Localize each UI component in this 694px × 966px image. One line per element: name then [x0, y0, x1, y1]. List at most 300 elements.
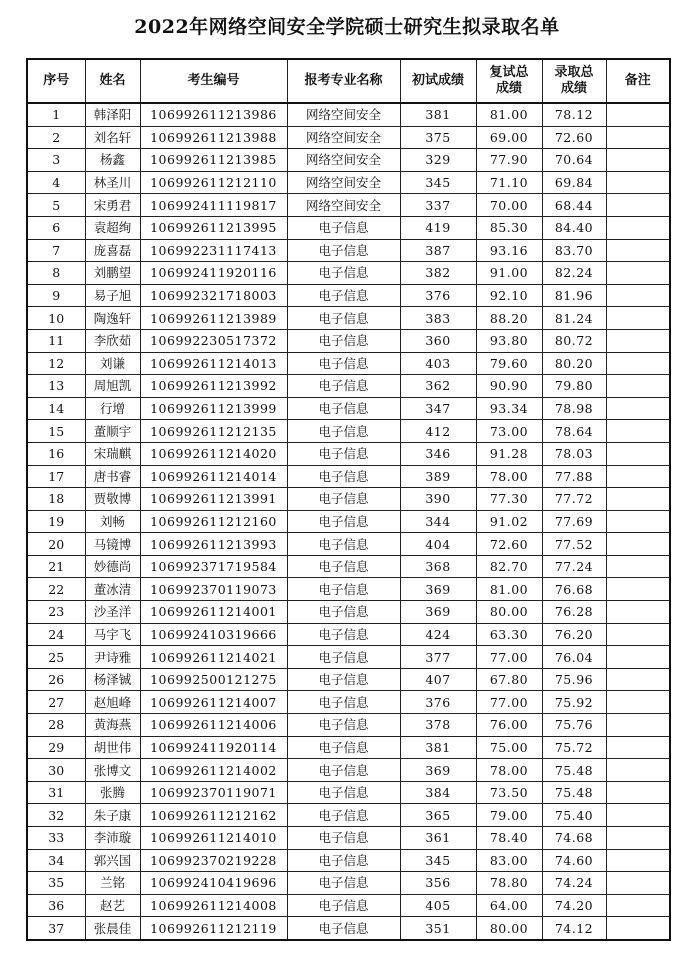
cell-exam-id: 106992230517372 — [140, 329, 287, 352]
cell-exam-id: 106992611214013 — [140, 352, 287, 375]
cell-exam-id: 106992321718003 — [140, 284, 287, 307]
cell-retest-score: 93.16 — [476, 239, 542, 262]
cell-seq: 13 — [27, 375, 85, 398]
cell-remark — [606, 397, 670, 420]
cell-major: 电子信息 — [287, 691, 400, 714]
cell-name: 沙圣洋 — [85, 601, 140, 624]
cell-remark — [606, 623, 670, 646]
table-row — [27, 352, 670, 375]
cell-retest-score: 81.00 — [476, 578, 542, 601]
cell-seq: 24 — [27, 623, 85, 646]
cell-admit-score: 79.80 — [542, 375, 606, 398]
header-retest-line2: 成绩 — [495, 81, 522, 96]
cell-major: 电子信息 — [287, 375, 400, 398]
table-row — [27, 442, 670, 465]
cell-seq: 21 — [27, 555, 85, 578]
cell-retest-score: 72.60 — [476, 533, 542, 556]
cell-seq: 6 — [27, 216, 85, 239]
cell-exam-id: 106992611214010 — [140, 827, 287, 850]
cell-remark — [606, 465, 670, 488]
cell-retest-score: 71.10 — [476, 171, 542, 194]
cell-major: 网络空间安全 — [287, 194, 400, 217]
cell-admit-score: 75.48 — [542, 759, 606, 782]
cell-exam-id: 106992611213995 — [140, 216, 287, 239]
cell-retest-score: 79.00 — [476, 804, 542, 827]
cell-admit-score: 68.44 — [542, 194, 606, 217]
cell-name: 张晨佳 — [85, 917, 140, 940]
cell-admit-score: 75.92 — [542, 691, 606, 714]
cell-remark — [606, 691, 670, 714]
table-row — [27, 917, 670, 940]
cell-initial-score: 381 — [400, 736, 476, 759]
table-row — [27, 691, 670, 714]
table-row — [27, 103, 670, 126]
cell-seq: 26 — [27, 668, 85, 691]
cell-remark — [606, 149, 670, 172]
table-row — [27, 894, 670, 917]
cell-initial-score: 390 — [400, 488, 476, 511]
cell-name: 刘谦 — [85, 352, 140, 375]
cell-initial-score: 376 — [400, 691, 476, 714]
cell-initial-score: 369 — [400, 601, 476, 624]
cell-name: 妙德尚 — [85, 555, 140, 578]
table-row — [27, 849, 670, 872]
cell-exam-id: 106992611212162 — [140, 804, 287, 827]
cell-remark — [606, 488, 670, 511]
cell-admit-score: 76.04 — [542, 646, 606, 669]
cell-remark — [606, 103, 670, 126]
cell-remark — [606, 872, 670, 895]
cell-name: 董冰清 — [85, 578, 140, 601]
cell-major: 电子信息 — [287, 397, 400, 420]
cell-major: 电子信息 — [287, 872, 400, 895]
cell-exam-id: 106992411920114 — [140, 736, 287, 759]
cell-major: 电子信息 — [287, 329, 400, 352]
cell-major: 电子信息 — [287, 736, 400, 759]
header-seq: 序号 — [27, 59, 85, 103]
cell-initial-score: 412 — [400, 420, 476, 443]
cell-admit-score: 76.68 — [542, 578, 606, 601]
cell-remark — [606, 714, 670, 737]
cell-remark — [606, 555, 670, 578]
cell-retest-score: 78.00 — [476, 465, 542, 488]
cell-admit-score: 74.24 — [542, 872, 606, 895]
cell-initial-score: 382 — [400, 262, 476, 285]
cell-retest-score: 79.60 — [476, 352, 542, 375]
cell-name: 李欣茹 — [85, 329, 140, 352]
cell-major: 电子信息 — [287, 781, 400, 804]
cell-name: 庞喜磊 — [85, 239, 140, 262]
cell-admit-score: 80.20 — [542, 352, 606, 375]
cell-retest-score: 63.30 — [476, 623, 542, 646]
cell-seq: 30 — [27, 759, 85, 782]
cell-admit-score: 78.98 — [542, 397, 606, 420]
cell-retest-score: 82.70 — [476, 555, 542, 578]
cell-major: 网络空间安全 — [287, 103, 400, 126]
cell-seq: 33 — [27, 827, 85, 850]
table-row — [27, 827, 670, 850]
cell-remark — [606, 126, 670, 149]
cell-admit-score: 78.03 — [542, 442, 606, 465]
cell-seq: 10 — [27, 307, 85, 330]
cell-initial-score: 365 — [400, 804, 476, 827]
table-row — [27, 375, 670, 398]
cell-initial-score: 344 — [400, 510, 476, 533]
table-row — [27, 239, 670, 262]
cell-retest-score: 78.40 — [476, 827, 542, 850]
table-row — [27, 488, 670, 511]
table-row — [27, 872, 670, 895]
cell-exam-id: 106992371719584 — [140, 555, 287, 578]
table-row — [27, 601, 670, 624]
cell-exam-id: 106992611212135 — [140, 420, 287, 443]
cell-seq: 8 — [27, 262, 85, 285]
cell-major: 电子信息 — [287, 827, 400, 850]
cell-admit-score: 80.72 — [542, 329, 606, 352]
cell-major: 网络空间安全 — [287, 149, 400, 172]
table-row — [27, 126, 670, 149]
cell-retest-score: 90.90 — [476, 375, 542, 398]
cell-initial-score: 360 — [400, 329, 476, 352]
cell-exam-id: 106992611214014 — [140, 465, 287, 488]
cell-remark — [606, 668, 670, 691]
cell-seq: 35 — [27, 872, 85, 895]
cell-major: 电子信息 — [287, 465, 400, 488]
cell-major: 电子信息 — [287, 352, 400, 375]
cell-major: 电子信息 — [287, 623, 400, 646]
table-row — [27, 284, 670, 307]
cell-admit-score: 74.12 — [542, 917, 606, 940]
cell-seq: 4 — [27, 171, 85, 194]
cell-remark — [606, 194, 670, 217]
cell-retest-score: 77.00 — [476, 646, 542, 669]
cell-exam-id: 106992611214021 — [140, 646, 287, 669]
cell-exam-id: 106992611213992 — [140, 375, 287, 398]
cell-admit-score: 78.64 — [542, 420, 606, 443]
cell-seq: 9 — [27, 284, 85, 307]
cell-exam-id: 106992611213986 — [140, 103, 287, 126]
cell-admit-score: 69.84 — [542, 171, 606, 194]
document-title: 2022年网络空间安全学院硕士研究生拟录取名单 — [134, 16, 560, 38]
cell-initial-score: 347 — [400, 397, 476, 420]
cell-name: 刘鹏望 — [85, 262, 140, 285]
cell-seq: 15 — [27, 420, 85, 443]
cell-initial-score: 376 — [400, 284, 476, 307]
header-row — [27, 59, 670, 103]
cell-admit-score: 75.72 — [542, 736, 606, 759]
cell-remark — [606, 216, 670, 239]
header-retest-line1: 复试总 — [489, 65, 529, 80]
cell-name: 陶逸轩 — [85, 307, 140, 330]
cell-seq: 22 — [27, 578, 85, 601]
cell-exam-id: 106992611213991 — [140, 488, 287, 511]
cell-exam-id: 106992611213999 — [140, 397, 287, 420]
cell-seq: 36 — [27, 894, 85, 917]
cell-major: 电子信息 — [287, 646, 400, 669]
cell-admit-score: 81.96 — [542, 284, 606, 307]
cell-exam-id: 106992410419696 — [140, 872, 287, 895]
cell-seq: 28 — [27, 714, 85, 737]
cell-initial-score: 405 — [400, 894, 476, 917]
cell-retest-score: 78.00 — [476, 759, 542, 782]
cell-retest-score: 69.00 — [476, 126, 542, 149]
cell-remark — [606, 284, 670, 307]
cell-remark — [606, 781, 670, 804]
cell-major: 电子信息 — [287, 533, 400, 556]
cell-exam-id: 106992611214002 — [140, 759, 287, 782]
cell-exam-id: 106992611212160 — [140, 510, 287, 533]
table-row — [27, 804, 670, 827]
cell-initial-score: 419 — [400, 216, 476, 239]
cell-retest-score: 70.00 — [476, 194, 542, 217]
table-row — [27, 759, 670, 782]
table-row — [27, 420, 670, 443]
cell-retest-score: 75.00 — [476, 736, 542, 759]
cell-admit-score: 81.24 — [542, 307, 606, 330]
cell-remark — [606, 917, 670, 940]
table-row — [27, 646, 670, 669]
cell-name: 贾敬博 — [85, 488, 140, 511]
cell-admit-score: 84.40 — [542, 216, 606, 239]
cell-retest-score: 78.80 — [476, 872, 542, 895]
table-row — [27, 465, 670, 488]
cell-seq: 34 — [27, 849, 85, 872]
cell-retest-score: 77.30 — [476, 488, 542, 511]
cell-seq: 5 — [27, 194, 85, 217]
cell-name: 唐书睿 — [85, 465, 140, 488]
cell-initial-score: 345 — [400, 849, 476, 872]
cell-initial-score: 378 — [400, 714, 476, 737]
cell-name: 尹诗雅 — [85, 646, 140, 669]
cell-name: 易子旭 — [85, 284, 140, 307]
cell-retest-score: 83.00 — [476, 849, 542, 872]
cell-admit-score: 75.40 — [542, 804, 606, 827]
cell-major: 电子信息 — [287, 488, 400, 511]
cell-exam-id: 106992611214006 — [140, 714, 287, 737]
cell-seq: 23 — [27, 601, 85, 624]
cell-retest-score: 76.00 — [476, 714, 542, 737]
cell-initial-score: 424 — [400, 623, 476, 646]
cell-initial-score: 369 — [400, 578, 476, 601]
table-body — [27, 103, 670, 940]
cell-exam-id: 106992611214001 — [140, 601, 287, 624]
cell-name: 刘名轩 — [85, 126, 140, 149]
cell-exam-id: 106992411119817 — [140, 194, 287, 217]
cell-major: 电子信息 — [287, 804, 400, 827]
cell-admit-score: 77.69 — [542, 510, 606, 533]
cell-seq: 19 — [27, 510, 85, 533]
cell-remark — [606, 239, 670, 262]
cell-name: 杨鑫 — [85, 149, 140, 172]
cell-remark — [606, 262, 670, 285]
cell-exam-id: 106992370119071 — [140, 781, 287, 804]
table-row — [27, 262, 670, 285]
cell-retest-score: 91.28 — [476, 442, 542, 465]
header-retest-score — [476, 59, 542, 103]
header-admit-score — [542, 59, 606, 103]
cell-remark — [606, 827, 670, 850]
cell-exam-id: 106992500121275 — [140, 668, 287, 691]
cell-name: 赵艺 — [85, 894, 140, 917]
cell-retest-score: 91.00 — [476, 262, 542, 285]
cell-exam-id: 106992410319666 — [140, 623, 287, 646]
table-row — [27, 714, 670, 737]
table-row — [27, 781, 670, 804]
table-row — [27, 533, 670, 556]
cell-major: 电子信息 — [287, 510, 400, 533]
cell-exam-id: 106992611213988 — [140, 126, 287, 149]
cell-retest-score: 91.02 — [476, 510, 542, 533]
cell-seq: 3 — [27, 149, 85, 172]
cell-name: 宋勇君 — [85, 194, 140, 217]
cell-initial-score: 384 — [400, 781, 476, 804]
header-admit-line2: 成绩 — [560, 81, 587, 96]
cell-seq: 11 — [27, 329, 85, 352]
cell-initial-score: 403 — [400, 352, 476, 375]
table-row — [27, 329, 670, 352]
cell-major: 电子信息 — [287, 714, 400, 737]
cell-retest-score: 64.00 — [476, 894, 542, 917]
cell-remark — [606, 420, 670, 443]
cell-admit-score: 77.72 — [542, 488, 606, 511]
table-row — [27, 216, 670, 239]
cell-admit-score: 78.12 — [542, 103, 606, 126]
cell-initial-score: 368 — [400, 555, 476, 578]
cell-major: 电子信息 — [287, 601, 400, 624]
cell-initial-score: 345 — [400, 171, 476, 194]
cell-name: 郭兴国 — [85, 849, 140, 872]
cell-exam-id: 106992611214020 — [140, 442, 287, 465]
cell-initial-score: 329 — [400, 149, 476, 172]
cell-name: 黄海燕 — [85, 714, 140, 737]
cell-major: 电子信息 — [287, 307, 400, 330]
cell-name: 刘畅 — [85, 510, 140, 533]
cell-retest-score: 73.50 — [476, 781, 542, 804]
cell-exam-id: 106992611213993 — [140, 533, 287, 556]
cell-name: 行增 — [85, 397, 140, 420]
cell-exam-id: 106992611213985 — [140, 149, 287, 172]
cell-remark — [606, 894, 670, 917]
cell-name: 董顺宇 — [85, 420, 140, 443]
header-name: 姓名 — [85, 59, 140, 103]
cell-name: 杨泽铖 — [85, 668, 140, 691]
cell-admit-score: 72.60 — [542, 126, 606, 149]
cell-remark — [606, 375, 670, 398]
table-row — [27, 149, 670, 172]
cell-name: 赵旭峰 — [85, 691, 140, 714]
cell-remark — [606, 352, 670, 375]
cell-initial-score: 351 — [400, 917, 476, 940]
cell-initial-score: 362 — [400, 375, 476, 398]
cell-admit-score: 83.70 — [542, 239, 606, 262]
cell-initial-score: 389 — [400, 465, 476, 488]
header-initial-score: 初试成绩 — [400, 59, 476, 103]
cell-initial-score: 383 — [400, 307, 476, 330]
cell-exam-id: 106992231117413 — [140, 239, 287, 262]
table-row — [27, 555, 670, 578]
cell-remark — [606, 442, 670, 465]
cell-major: 电子信息 — [287, 917, 400, 940]
cell-seq: 18 — [27, 488, 85, 511]
cell-exam-id: 106992370219228 — [140, 849, 287, 872]
cell-major: 电子信息 — [287, 239, 400, 262]
cell-retest-score: 92.10 — [476, 284, 542, 307]
cell-initial-score: 346 — [400, 442, 476, 465]
cell-admit-score: 70.64 — [542, 149, 606, 172]
cell-initial-score: 407 — [400, 668, 476, 691]
cell-remark — [606, 601, 670, 624]
cell-initial-score: 369 — [400, 759, 476, 782]
cell-name: 马宇飞 — [85, 623, 140, 646]
cell-admit-score: 74.60 — [542, 849, 606, 872]
cell-retest-score: 85.30 — [476, 216, 542, 239]
cell-seq: 29 — [27, 736, 85, 759]
cell-remark — [606, 578, 670, 601]
cell-seq: 17 — [27, 465, 85, 488]
cell-name: 袁超绚 — [85, 216, 140, 239]
cell-admit-score: 82.24 — [542, 262, 606, 285]
cell-retest-score: 80.00 — [476, 917, 542, 940]
cell-seq: 27 — [27, 691, 85, 714]
cell-seq: 20 — [27, 533, 85, 556]
cell-exam-id: 106992611213989 — [140, 307, 287, 330]
cell-initial-score: 361 — [400, 827, 476, 850]
header-remark: 备注 — [606, 59, 670, 103]
table-row — [27, 171, 670, 194]
cell-major: 电子信息 — [287, 849, 400, 872]
cell-remark — [606, 646, 670, 669]
header-major: 报考专业名称 — [287, 59, 400, 103]
table-row — [27, 307, 670, 330]
cell-retest-score: 80.00 — [476, 601, 542, 624]
cell-admit-score: 75.76 — [542, 714, 606, 737]
cell-retest-score: 93.34 — [476, 397, 542, 420]
cell-retest-score: 93.80 — [476, 329, 542, 352]
cell-remark — [606, 804, 670, 827]
table-row — [27, 623, 670, 646]
cell-seq: 32 — [27, 804, 85, 827]
cell-exam-id: 106992411920116 — [140, 262, 287, 285]
cell-exam-id: 106992611212119 — [140, 917, 287, 940]
cell-seq: 7 — [27, 239, 85, 262]
cell-seq: 2 — [27, 126, 85, 149]
cell-remark — [606, 329, 670, 352]
cell-seq: 16 — [27, 442, 85, 465]
cell-admit-score: 77.88 — [542, 465, 606, 488]
cell-remark — [606, 849, 670, 872]
cell-initial-score: 404 — [400, 533, 476, 556]
cell-retest-score: 88.20 — [476, 307, 542, 330]
table-row — [27, 194, 670, 217]
table-row — [27, 510, 670, 533]
cell-admit-score: 77.52 — [542, 533, 606, 556]
cell-admit-score: 75.96 — [542, 668, 606, 691]
cell-remark — [606, 171, 670, 194]
cell-admit-score: 74.68 — [542, 827, 606, 850]
table-row — [27, 736, 670, 759]
cell-name: 周旭凯 — [85, 375, 140, 398]
cell-initial-score: 381 — [400, 103, 476, 126]
cell-retest-score: 81.00 — [476, 103, 542, 126]
cell-seq: 12 — [27, 352, 85, 375]
cell-seq: 14 — [27, 397, 85, 420]
header-admit-line1: 录取总 — [554, 65, 594, 80]
cell-exam-id: 106992611214008 — [140, 894, 287, 917]
cell-major: 电子信息 — [287, 668, 400, 691]
cell-name: 张腾 — [85, 781, 140, 804]
cell-initial-score: 375 — [400, 126, 476, 149]
cell-name: 林圣川 — [85, 171, 140, 194]
